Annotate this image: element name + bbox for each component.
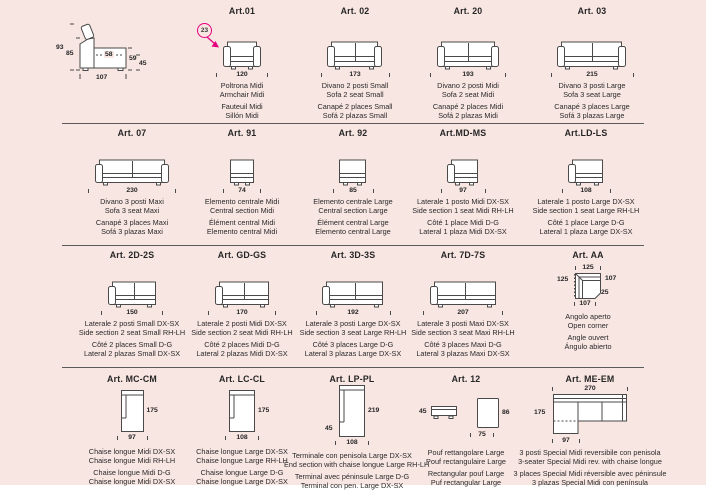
callout-arrow-icon xyxy=(206,36,222,52)
article-labels: Laterale 1 posto Large DX-SX Side section 1 seat Large RH-LH Côté 1 place Large D-G Lateral 1 plaza Large DX-SX xyxy=(532,197,640,236)
article-title: Art. AA xyxy=(572,250,604,260)
armchair-front-view-drawing xyxy=(223,41,262,69)
diagonal-dimension: 25 xyxy=(601,289,609,296)
article-title: Art. 12 xyxy=(451,374,481,384)
article-title: Art. LC-CL xyxy=(219,374,265,384)
article-title: Art. 92 xyxy=(338,128,368,138)
width-dimension: 108 xyxy=(225,434,259,441)
article-title: Art. LP-PL xyxy=(329,374,375,384)
pouf-side-view xyxy=(431,406,457,420)
dim-seat-depth: 58 xyxy=(105,51,113,58)
article-title: Art. MC-CM xyxy=(107,374,157,384)
seat-depth-dimension: 45 xyxy=(325,425,333,432)
dim-seat-height: 45 xyxy=(139,60,147,67)
article-title: Art.LD-LS xyxy=(564,128,608,138)
depth-dimension: 175 xyxy=(258,407,270,414)
article-labels: Laterale 3 posti Large DX-SX Side section 3 seat Large RH-LH Côté 3 places Large D-G Lateral 3 plazas Large DX-SX xyxy=(299,319,407,358)
article-labels: Divano 3 posti Large Sofa 3 seat Large Canapé 3 places Large Sofá 3 plazas Large xyxy=(554,81,630,120)
top-dimension: 125 xyxy=(575,264,601,271)
width-dimension: 170 xyxy=(208,309,276,316)
height-dimension: 45 xyxy=(419,408,427,415)
article-art-91 xyxy=(180,128,304,236)
article-labels: 3 posti Special Midi reversibile con penisola 3-seater Special Midi rev. with chaise longue 3 places Special Midi réversible avec péninsule 3 plazas Special Midi con península xyxy=(513,448,667,487)
chaise-longue-top-view-drawing xyxy=(229,390,270,441)
article-title: Art. 2D-2S xyxy=(109,250,155,260)
article-title: Art.MD-MS xyxy=(439,128,487,138)
article-labels: Chaise longue Large DX-SX Chaise longue Large RH-LH Chaise longue Large D-G Chaise longue Large DX-SX xyxy=(196,447,288,486)
article-art-md-ms xyxy=(401,128,525,236)
article-title: Art. 7D-7S xyxy=(440,250,486,260)
article-labels: Laterale 3 posti Maxi DX-SX Side section 3 seat Maxi RH-LH Côté 3 places Maxi D-G Lateral 3 plazas Maxi DX-SX xyxy=(411,319,515,358)
width-dimension: 150 xyxy=(101,309,163,316)
article-labels: Chaise longue Midi DX-SX Chaise longue Midi RH-LH Chaise longue Midi D-G Chaise longue Midi DX-SX xyxy=(88,447,176,486)
article-art-me-em xyxy=(502,374,678,487)
dim-total-depth: 107 xyxy=(96,74,108,81)
width-dimension: 192 xyxy=(316,309,391,316)
width-dimension: 230 xyxy=(88,187,176,194)
sofa-2-seat-drawing xyxy=(437,41,500,69)
article-art-2d-2s xyxy=(70,250,194,358)
row-divider xyxy=(62,245,644,246)
article-art-03 xyxy=(532,6,652,120)
article-labels: Laterale 2 posti Midi DX-SX Side section 2 seat Midi RH-LH Côté 2 places Midi D-G Lateral 2 plazas Midi DX-SX xyxy=(191,319,293,358)
side-section-drawing xyxy=(430,281,497,307)
width-dimension: 173 xyxy=(321,71,390,78)
article-art-lp-pl xyxy=(284,374,430,490)
central-element-drawing xyxy=(339,159,367,185)
article-title: Art. GD-GS xyxy=(217,250,267,260)
article-labels: Poltrona Midi Armchair Midi Fauteuil Midi Sillón Midi xyxy=(219,81,265,120)
l-shape-sofa-top-view-drawing xyxy=(534,385,628,444)
width-dimension: 193 xyxy=(430,71,506,78)
row-divider xyxy=(62,123,644,124)
article-labels: Divano 3 posti Maxi Sofa 3 seat Maxi Canapé 3 places Maxi Sofá 3 plazas Maxi xyxy=(95,197,169,236)
article-art-gd-gs xyxy=(180,250,304,358)
side-section-drawing xyxy=(568,159,604,185)
article-labels: Divano 2 posti Small Sofa 2 seat Small Canapé 2 places Small Sofá 2 plazas Small xyxy=(317,81,393,120)
article-title: Art. 07 xyxy=(117,128,147,138)
depth-dimension: 219 xyxy=(368,407,380,414)
sofa-3-seat-drawing xyxy=(557,41,627,69)
width-dimension: 74 xyxy=(223,187,261,194)
bottom-dimension: 107 xyxy=(574,300,596,307)
article-art-7d-7s xyxy=(401,250,525,358)
width-dimension: 108 xyxy=(335,439,369,446)
article-art-07 xyxy=(70,128,194,236)
article-art-02 xyxy=(295,6,415,120)
width-dimension: 120 xyxy=(216,71,268,78)
callout-number: 23 xyxy=(200,27,209,34)
article-labels: Laterale 1 posto Midi DX-SX Side section 1 seat Midi RH-LH Côté 1 place Midi D-G Lateral 1 plaza Midi DX-SX xyxy=(412,197,514,236)
article-art-aa xyxy=(533,250,643,351)
article-title: Art. 3D-3S xyxy=(330,250,376,260)
article-title: Art. 91 xyxy=(227,128,257,138)
side-section-drawing xyxy=(108,281,157,307)
article-title: Art.01 xyxy=(228,6,256,16)
article-labels: Elemento centrale Midi Central section Midi Élément central Midi Elemento central Midi xyxy=(204,197,280,236)
depth-dimension: 175 xyxy=(534,409,546,416)
article-labels: Terminale con penisola Large DX-SX End section with chaise longue Large RH-LH Terminal avec péninsule Large D-G Terminal con pen. Large DX-SX xyxy=(284,451,430,490)
width-dimension: 75 xyxy=(470,431,494,438)
sofa-2-seat-drawing xyxy=(327,41,383,69)
article-title: Art. ME-EM xyxy=(565,374,615,384)
end-section-peninsula-drawing xyxy=(325,385,380,446)
dim-total-height: 93 xyxy=(56,44,64,51)
article-labels: Divano 2 posti Midi Sofa 2 seat Midi Canapé 2 places Midi Sofá 2 plazas Midi xyxy=(432,81,504,120)
article-art-3d-3s xyxy=(291,250,415,358)
sofa-side-profile-diagram xyxy=(52,22,156,88)
article-labels: Elemento centrale Large Central section Large Élément central Large Elemento central Large xyxy=(313,197,393,236)
article-art-92 xyxy=(291,128,415,236)
side-section-drawing xyxy=(447,159,479,185)
article-title: Art. 20 xyxy=(453,6,483,16)
chaise-width-dimension: 97 xyxy=(552,437,580,444)
side-section-drawing xyxy=(322,281,384,307)
width-dimension: 97 xyxy=(117,434,148,441)
left-dimension: 125 xyxy=(557,276,569,283)
pouf-top-view xyxy=(477,398,499,428)
row-divider xyxy=(62,367,644,368)
article-art-ld-ls xyxy=(524,128,648,236)
open-corner-drawing xyxy=(557,264,617,307)
depth-dimension: 175 xyxy=(146,407,158,414)
article-title: Art. 03 xyxy=(577,6,607,16)
article-labels: Angolo aperto Open corner Angle ouvert Ángulo abierto xyxy=(564,312,612,351)
central-element-drawing xyxy=(230,159,255,185)
width-dimension: 215 xyxy=(551,71,634,78)
sofa-3-seat-drawing xyxy=(95,159,170,185)
width-dimension: 85 xyxy=(333,187,374,194)
pouf-drawing xyxy=(419,398,510,428)
top-dimension: 270 xyxy=(552,385,628,392)
dim-back-cushion-height: 59 xyxy=(129,55,137,62)
article-title: Art. 02 xyxy=(340,6,370,16)
side-section-drawing xyxy=(215,281,270,307)
width-dimension: 207 xyxy=(423,309,503,316)
width-dimension: 97 xyxy=(441,187,486,194)
article-labels: Pouf rettangolare Large Pouf rectangulaire Large Rectangular pouf Large Puf rectangular Large xyxy=(426,448,506,487)
article-art-mc-cm xyxy=(70,374,194,486)
right-dimension: 107 xyxy=(605,275,617,282)
width-dimension: 108 xyxy=(562,187,611,194)
dim-backrest-height: 85 xyxy=(66,50,74,57)
article-labels: Laterale 2 posti Small DX-SX Side section 2 seat Small RH-LH Côté 2 places Small D-G Lateral 2 plazas Small DX-SX xyxy=(78,319,186,358)
article-art-20 xyxy=(408,6,528,120)
chaise-longue-top-view-drawing xyxy=(121,390,158,441)
depth-dimension: 86 xyxy=(502,409,510,416)
